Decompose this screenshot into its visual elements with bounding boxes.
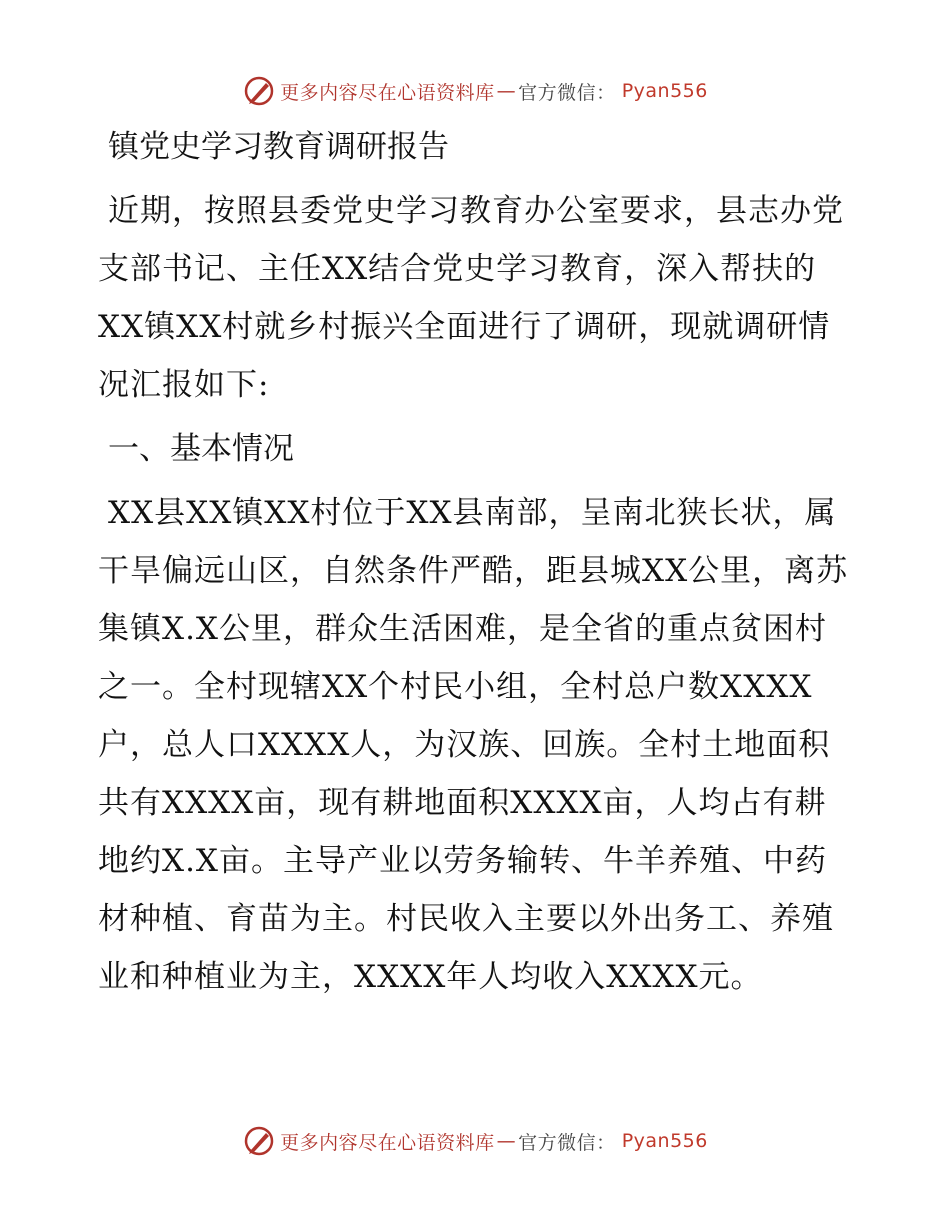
watermark-label: 官方微信： (518, 81, 616, 104)
header-watermark (0, 74, 950, 108)
footer-watermark (0, 1124, 950, 1158)
watermark-text: 更多内容尽在心语资料库 (280, 1131, 495, 1154)
pen-logo-icon (242, 74, 276, 108)
document-body (98, 118, 858, 1012)
watermark-wechat-id: Pyan556 (621, 80, 708, 102)
watermark-text: 更多内容尽在心语资料库 (280, 81, 495, 104)
section-heading: 一、基本情况 (108, 431, 294, 467)
section-paragraph: XX县XX镇XX村位于XX县南部，呈南北狭长状，属干旱偏远山区，自然条件严酷，距县城XX公里，离苏集镇X.X公里，群众生活困难，是全省的重点贫困村之一。全村现辖XX个村民小组，全村总户数XXXX户，总人口XXXX人，为汉族、回族。全村土地面积共有XXXX亩，现有耕地面积XXXX亩，人均占有耕地约X.X亩。主导产业以劳务输转、牛羊养殖、中药材种植、育苗为主。村民收入主要以外出务工、养殖业和种植业为主，XXXX年人均收入XXXX元。 (98, 495, 849, 995)
watermark-dash: — (496, 1130, 517, 1152)
watermark-dash: — (496, 80, 517, 102)
watermark-label: 官方微信： (518, 1131, 616, 1154)
pen-logo-icon (242, 1124, 276, 1158)
document-title: 镇党史学习教育调研报告 (108, 129, 449, 165)
intro-paragraph: 近期，按照县委党史学习教育办公室要求，县志办党支部书记、主任XX结合党史学习教育，深入帮扶的XX镇XX村就乡村振兴全面进行了调研，现就调研情况汇报如下: (98, 193, 844, 403)
watermark-wechat-id: Pyan556 (621, 1130, 708, 1152)
